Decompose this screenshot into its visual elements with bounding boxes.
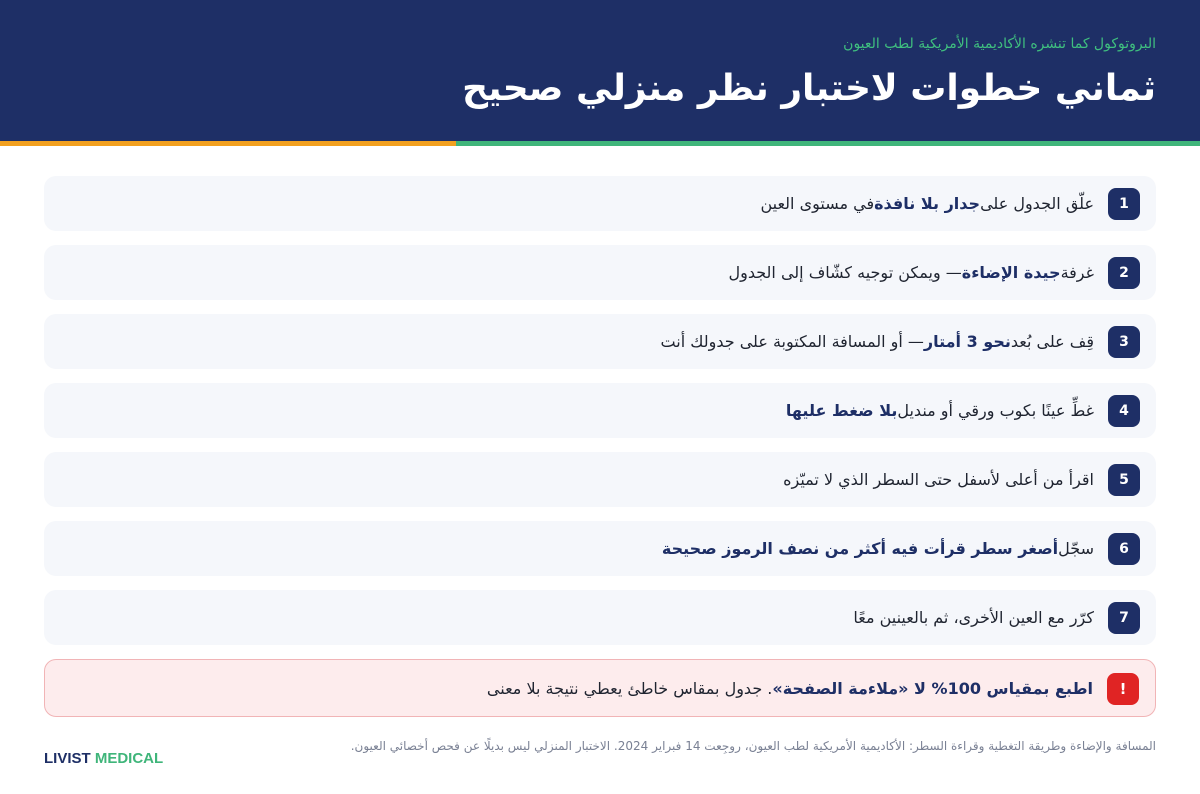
step-number-badge: 1	[1108, 188, 1140, 220]
steps-list	[44, 176, 1156, 659]
step-text: سجّل أصغر سطر قرأت فيه أكثر من نصف الرموز صحيحة	[661, 539, 1094, 558]
step-card-3	[44, 314, 1156, 369]
step-card-5	[44, 452, 1156, 507]
exclamation-icon: !	[1107, 673, 1139, 705]
step-card-2	[44, 245, 1156, 300]
step-number-badge: 4	[1108, 395, 1140, 427]
step-text: غرفة جيدة الإضاءة — ويمكن توجيه كشّاف إلى الجدول	[728, 263, 1094, 282]
step-highlight: جيدة الإضاءة	[961, 263, 1061, 282]
step-highlight: جدار بلا نافذة	[874, 194, 981, 213]
step-card-1	[44, 176, 1156, 231]
step-number-badge: 2	[1108, 257, 1140, 289]
header-banner	[0, 0, 1200, 141]
step-card-6	[44, 521, 1156, 576]
step-number-badge: 5	[1108, 464, 1140, 496]
warning-text: اطبع بمقياس 100% لا «ملاءمة الصفحة» . جدول بمقاس خاطئ يعطي نتيجة بلا معنى	[486, 678, 1093, 698]
accent-stripe-green	[456, 141, 1200, 146]
header-eyebrow: البروتوكول كما تنشره الأكاديمية الأمريكية لطب العيون	[843, 36, 1156, 52]
step-text: قِف على بُعد نحو 3 أمتار — أو المسافة المكتوبة على جدولك أنت	[660, 332, 1094, 351]
page-title: ثماني خطوات لاختبار نظر منزلي صحيح	[462, 68, 1156, 109]
step-card-4	[44, 383, 1156, 438]
step-number-badge: 7	[1108, 602, 1140, 634]
step-number-badge: 6	[1108, 533, 1140, 565]
step-highlight: أصغر سطر قرأت فيه أكثر من نصف الرموز صحيحة	[661, 539, 1059, 558]
step-text: اقرأ من أعلى لأسفل حتى السطر الذي لا تميّزه	[783, 470, 1094, 489]
print-scale-warning	[44, 659, 1156, 717]
step-text: علّق الجدول على جدار بلا نافذة في مستوى العين	[760, 194, 1094, 213]
step-highlight: نحو 3 أمتار	[923, 332, 1011, 351]
step-highlight: بلا ضغط عليها	[785, 401, 898, 420]
step-text: غطِّ عينًا بكوب ورقي أو منديل بلا ضغط عليها	[785, 401, 1094, 420]
warning-highlight: اطبع بمقياس 100% لا «ملاءمة الصفحة»	[772, 678, 1093, 698]
step-text: كرّر مع العين الأخرى، ثم بالعينين معًا	[853, 608, 1094, 627]
step-card-7	[44, 590, 1156, 645]
step-number-badge: 3	[1108, 326, 1140, 358]
brand-logo: LIVIST MEDICAL	[44, 750, 164, 767]
accent-stripe-orange	[0, 141, 456, 146]
source-footnote: المسافة والإضاءة وطريقة التغطية وقراءة السطر: الأكاديمية الأمريكية لطب العيون، روجِعت 14 فبراير 2024. الاختبار المنزلي ليس بديلًا عن فحص أخصائي العيون.	[350, 739, 1156, 753]
